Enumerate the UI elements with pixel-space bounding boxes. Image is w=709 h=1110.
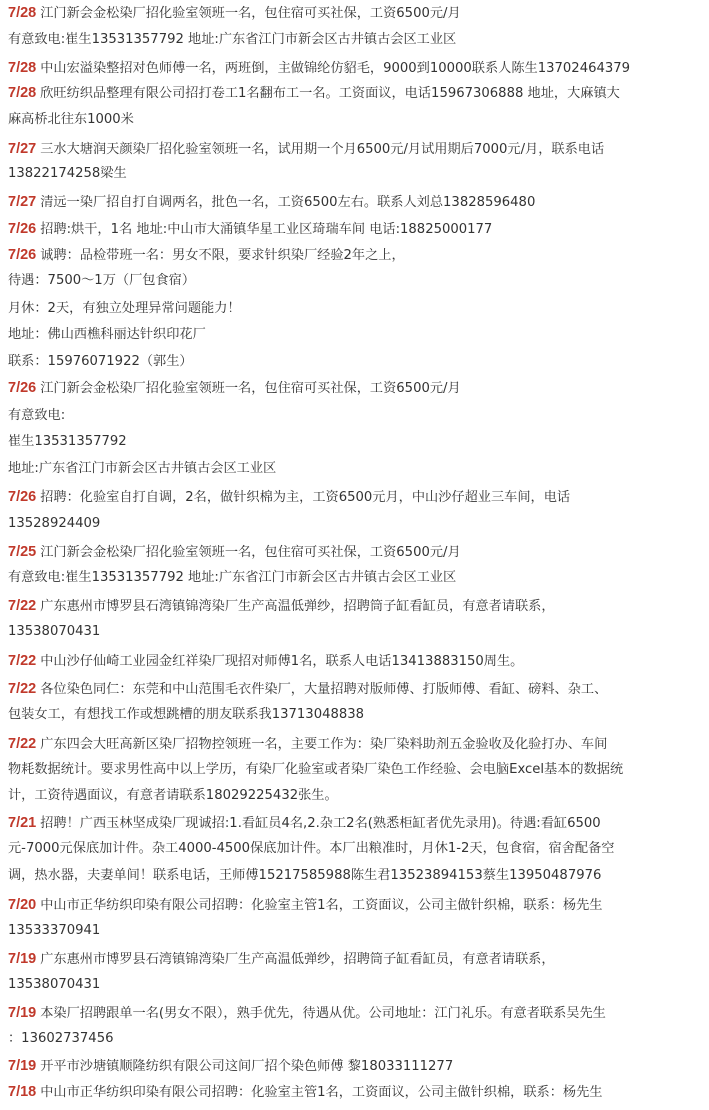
posting-text: 有意致电: <box>8 408 66 423</box>
posting-text: 13538070431 <box>8 977 101 992</box>
posting-text: 本染厂招聘跟单一名(男女不限），熟手优先，待遇从优。公司地址：江门礼乐。有意者联系吴先生 <box>40 1006 606 1021</box>
posting-text: 月休：2天，有独立处理异常问题能力！ <box>8 301 241 316</box>
posting-text: 元-7000元保底加计件。杂工4000-4500保底加计件。本厂出粮准时，月休1-2天，包食宿，宿舍配备空 <box>8 841 615 856</box>
posting-date: 7/19 <box>8 1005 37 1021</box>
posting-line <box>8 813 702 835</box>
posting-line <box>8 1029 702 1050</box>
posting-line <box>8 839 702 860</box>
posting-text: 欣旺纺织品整理有限公司招打卷工1名翻布工一名。工资面议，电话15967306888 地址，大麻镇大 <box>40 86 620 101</box>
posting-date: 7/22 <box>8 681 37 697</box>
posting-line <box>8 459 702 480</box>
posting-text: 包装女工，有想找工作或想跳槽的朋友联系我13713048838 <box>8 707 365 722</box>
posting-text: 中山市正华纺织印染有限公司招聘：化验室主管1名，工资面议，公司主做针织棉，联系：杨先生 <box>40 898 603 913</box>
posting-text: 物耗数据统计。要求男性高中以上学历，有染厂化验室或者染厂染色工作经验、会电脑Excel基本的数据统 <box>8 762 624 777</box>
posting-line <box>8 622 702 643</box>
posting-line <box>8 568 702 589</box>
posting-date: 7/26 <box>8 380 37 396</box>
posting-text: 麻高桥北往东1000米 <box>8 112 134 127</box>
posting-text: 13533370941 <box>8 923 101 938</box>
posting-line <box>8 110 702 131</box>
posting-line <box>8 219 702 241</box>
posting-line <box>8 760 702 781</box>
posting-date: 7/22 <box>8 736 37 752</box>
posting-date: 7/28 <box>8 5 37 21</box>
posting-line <box>8 786 702 807</box>
posting-line <box>8 30 702 51</box>
posting-text: 各位染色同仁：东莞和中山范围毛衣件染厂，大量招聘对版师傅、打版师傅、看缸、磅料、杂工、 <box>40 682 608 697</box>
posting-date: 7/21 <box>8 815 37 831</box>
posting-line <box>8 895 702 917</box>
posting-text: 有意致电:崔生13531357792 地址:广东省江门市新会区古井镇古会区工业区 <box>8 32 457 47</box>
posting-text: 江门新会金松染厂招化验室领班一名，包住宿可买社保，工资6500元/月 <box>40 6 461 21</box>
posting-text: 诚聘：品检带班一名：男女不限，要求针织染厂经验2年之上， <box>40 248 405 263</box>
posting-text: 三水大塘润天颜染厂招化验室领班一名，试用期一个月6500元/月试用期后7000元/月，联系电话 <box>40 142 605 157</box>
posting-date: 7/22 <box>8 653 37 669</box>
posting-date: 7/19 <box>8 1058 37 1074</box>
posting-text: 调，热水器，夫妻单间！联系电话，王师傅15217585988陈生君13523894153蔡生13950487976 <box>8 868 602 883</box>
posting-line <box>8 866 702 887</box>
posting-line <box>8 58 702 80</box>
posting-text: 开平市沙塘镇顺隆纺织有限公司这间厂招个染色师傅 黎18033111277 <box>40 1059 454 1074</box>
posting-date: 7/25 <box>8 544 37 560</box>
posting-date: 7/27 <box>8 141 37 157</box>
posting-line <box>8 705 702 726</box>
posting-line <box>8 271 702 292</box>
posting-text: 地址：佛山西樵科丽达针织印花厂 <box>8 327 206 342</box>
posting-line <box>8 542 702 564</box>
posting-text: 崔生13531357792 <box>8 434 127 449</box>
posting-line <box>8 514 702 535</box>
posting-date: 7/18 <box>8 1084 37 1100</box>
posting-text: 地址:广东省江门市新会区古井镇古会区工业区 <box>8 461 277 476</box>
posting-line <box>8 406 702 427</box>
posting-line <box>8 975 702 996</box>
posting-line <box>8 1082 702 1104</box>
posting-text: 中山沙仔仙崎工业园金红祥染厂现招对师傅1名，联系人电话13413883150周生。 <box>40 654 524 669</box>
posting-line <box>8 596 702 618</box>
posting-line <box>8 949 702 971</box>
posting-text: 清远一染厂招自打自调两名，批色一名，工资6500左右。联系人刘总13828596480 <box>40 195 536 210</box>
posting-text: ：13602737456 <box>8 1031 114 1046</box>
posting-line <box>8 651 702 673</box>
posting-text: 江门新会金松染厂招化验室领班一名，包住宿可买社保，工资6500元/月 <box>40 381 461 396</box>
posting-text: 13822174258梁生 <box>8 166 127 181</box>
posting-date: 7/28 <box>8 85 37 101</box>
posting-line <box>8 352 702 373</box>
posting-text: 中山宏溢染整招对色师傅一名，两班倒，主做锦纶仿貂毛，9000到10000联系人陈生13702464379 <box>40 61 631 76</box>
posting-text: 待遇：7500～1万（厂包食宿） <box>8 273 196 288</box>
posting-text: 广东惠州市博罗县石湾镇锦湾染厂生产高温低弹纱，招聘筒子缸看缸员，有意者请联系， <box>40 599 555 614</box>
posting-text: 有意致电:崔生13531357792 地址:广东省江门市新会区古井镇古会区工业区 <box>8 570 457 585</box>
posting-date: 7/26 <box>8 247 37 263</box>
posting-text: 广东四会大旺高新区染厂招物控领班一名，主要工作为：染厂染料助剂五金验收及化验打办、车间 <box>40 737 608 752</box>
posting-line <box>8 734 702 756</box>
posting-line <box>8 299 702 320</box>
posting-text: 13538070431 <box>8 624 101 639</box>
posting-date: 7/19 <box>8 951 37 967</box>
posting-date: 7/28 <box>8 60 37 76</box>
posting-line <box>8 378 702 400</box>
posting-text: 中山市正华纺织印染有限公司招聘：化验室主管1名，工资面议，公司主做针织棉，联系：杨先生 <box>40 1085 603 1100</box>
posting-line <box>8 921 702 942</box>
posting-date: 7/26 <box>8 221 37 237</box>
posting-line <box>8 487 702 509</box>
posting-line <box>8 3 702 25</box>
posting-date: 7/22 <box>8 598 37 614</box>
posting-line <box>8 679 702 701</box>
posting-text: 招聘：化验室自打自调，2名，做针织棉为主，工资6500元月，中山沙仔超业三车间，电话 <box>40 490 571 505</box>
posting-text: 计，工资待遇面议，有意者请联系18029225432张生。 <box>8 788 338 803</box>
posting-line <box>8 164 702 185</box>
posting-line <box>8 432 702 453</box>
posting-line <box>8 325 702 346</box>
posting-text: 联系：15976071922（郭生） <box>8 354 193 369</box>
posting-date: 7/20 <box>8 897 37 913</box>
posting-text: 招聘！广西玉林坚成染厂现诚招:1.看缸员4名,2.杂工2名(熟悉柜缸者优先录用)。待遇:看缸6500 <box>40 816 601 831</box>
posting-line <box>8 192 702 214</box>
posting-date: 7/27 <box>8 194 37 210</box>
posting-line <box>8 1056 702 1078</box>
posting-text: 招聘:烘干，1名 地址:中山市大涌镇华星工业区琦瑞车间 电话:18825000177 <box>40 222 493 237</box>
posting-text: 13528924409 <box>8 516 101 531</box>
posting-line <box>8 139 702 161</box>
posting-text: 江门新会金松染厂招化验室领班一名，包住宿可买社保，工资6500元/月 <box>40 545 461 560</box>
posting-line <box>8 1003 702 1025</box>
posting-line <box>8 83 702 105</box>
posting-date: 7/26 <box>8 489 37 505</box>
posting-text: 广东惠州市博罗县石湾镇锦湾染厂生产高温低弹纱，招聘筒子缸看缸员，有意者请联系， <box>40 952 555 967</box>
posting-line <box>8 245 702 267</box>
